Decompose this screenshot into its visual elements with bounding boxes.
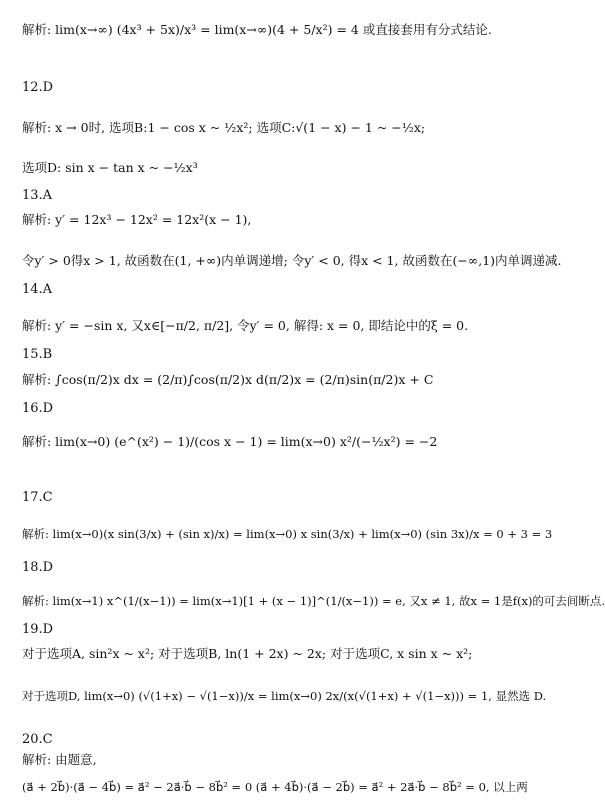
explanation-line: 解析: lim(x→1) x^(1/(x−1)) = lim(x→1)[1 + (x − 1)]^(1/(x−1)) = e, 又x ≠ 1, 故x = 1是f(x)的可去间断点. — [22, 594, 605, 608]
explanation-line: 对于选项D, lim(x→0) (√(1+x) − √(1−x))/x = lim(x→0) 2x/(x(√(1+x) + √(1−x))) = 1, 显然选 D. — [22, 689, 547, 703]
explanation-line: 解析: lim(x→0) (e^(x²) − 1)/(cos x − 1) = lim(x→0) x²/(−½x²) = −2 — [22, 434, 438, 449]
question-answer-label: 13.A — [22, 188, 53, 203]
question-answer-label: 14.A — [22, 282, 53, 297]
explanation-line: 选项D: sin x − tan x ~ −½x³ — [22, 160, 198, 175]
question-answer-label: 19.D — [22, 622, 54, 637]
question-answer-label: 18.D — [22, 560, 54, 575]
question-answer-label: 15.B — [22, 347, 53, 362]
explanation-line: (a⃗ + 2b⃗)·(a⃗ − 4b⃗) = a⃗² − 2a⃗·b⃗ − 8b⃗² = 0 (a⃗ + 4b⃗)·(a⃗ − 2b⃗) = a⃗² + 2a⃗·b⃗ − 8b⃗² = 0, 以上两 — [22, 780, 528, 794]
explanation-line: 令y′ > 0得x > 1, 故函数在(1, +∞)内单调递增; 令y′ < 0, 得x < 1, 故函数在(−∞,1)内单调递减. — [22, 253, 562, 268]
explanation-line: 解析: ∫cos(π/2)x dx = (2/π)∫cos(π/2)x d(π/2)x = (2/π)sin(π/2)x + C — [22, 372, 434, 387]
question-answer-label: 20.C — [22, 732, 53, 747]
explanation-line: 解析: lim(x→∞) (4x³ + 5x)/x³ = lim(x→∞)(4 + 5/x²) = 4 或直接套用有分式结论. — [22, 22, 492, 37]
explanation-line: 解析: 由题意, — [22, 752, 97, 767]
explanation-line: 解析: y′ = 12x³ − 12x² = 12x²(x − 1), — [22, 212, 252, 227]
explanation-line: 解析: lim(x→0)(x sin(3/x) + (sin x)/x) = lim(x→0) x sin(3/x) + lim(x→0) (sin 3x)/x = 0 + 3 = 3 — [22, 527, 553, 541]
question-answer-label: 17.C — [22, 490, 53, 505]
explanation-line: 对于选项A, sin²x ~ x²; 对于选项B, ln(1 + 2x) ~ 2x; 对于选项C, x sin x ~ x²; — [22, 646, 473, 661]
explanation-line: 解析: x → 0时, 选项B:1 − cos x ~ ½x²; 选项C:√(1 − x) − 1 ~ −½x; — [22, 120, 426, 135]
explanation-line: 解析: y′ = −sin x, 又x∈[−π/2, π/2], 令y′ = 0, 解得: x = 0, 即结论中的ξ = 0. — [22, 318, 469, 333]
question-answer-label: 12.D — [22, 80, 54, 95]
question-answer-label: 16.D — [22, 401, 54, 416]
